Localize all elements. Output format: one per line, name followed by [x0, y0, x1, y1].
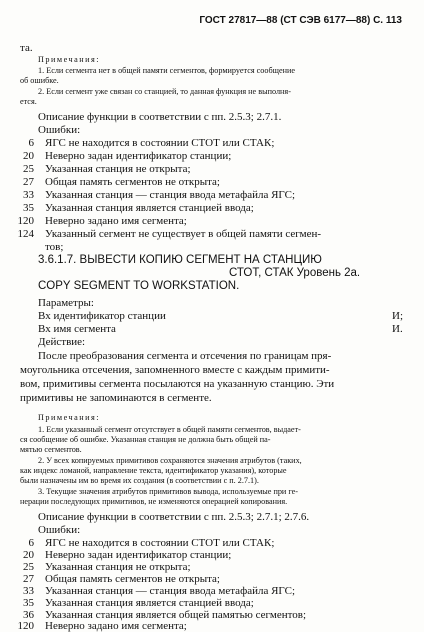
- notes1-line: 2. Если сегмент уже связан со станцией, то данная функция не выполня-: [38, 87, 291, 96]
- error-code: 6: [28, 137, 34, 149]
- error-text: Указанная станция — станция ввода метафайла ЯГС;: [45, 585, 296, 597]
- error-text: Указанная станция — станция ввода метафайла ЯГС;: [45, 189, 296, 201]
- action-text: вом, примитивы сегмента посылаются на указанную станцию. Эти: [20, 378, 335, 390]
- error-text: Указанная станция является станцией ввода;: [45, 202, 254, 214]
- notes2-line: 3. Текущие значения атрибутов примитивов вывода, используемые при ге-: [38, 487, 298, 496]
- error-text-continuation: тов;: [45, 241, 64, 253]
- errors-title: Ошибки:: [38, 124, 81, 136]
- page-header: ГОСТ 27817—88 (СТ СЭВ 6177—88) С. 113: [199, 15, 402, 26]
- error-code: 25: [23, 163, 34, 175]
- notes2-line: как индекс ломаной, направление текста, идентификатор указания), которые: [20, 466, 287, 475]
- error-code: 33: [23, 585, 34, 597]
- params-title: Параметры:: [38, 297, 94, 309]
- notes2-line: нерации последующих примитивов, не изменяются операцией копирования.: [20, 497, 288, 506]
- section-title-cont: СТОТ, СТАК Уровень 2а.: [229, 267, 361, 279]
- error-text: Неверно задан идентификатор станции;: [45, 150, 232, 162]
- error-code: 27: [23, 573, 34, 585]
- notes1-title: Примечания:: [38, 55, 101, 64]
- notes1-line: ется.: [20, 97, 37, 106]
- error-text: ЯГС не находится в состоянии СТОТ или СТАК;: [45, 537, 275, 549]
- error-code: 20: [23, 150, 34, 162]
- action-text: После преобразования сегмента и отсечения по границам пря-: [38, 350, 332, 362]
- error-text: Указанный сегмент не существует в общей памяти сегмен-: [45, 228, 322, 240]
- error-code: 6: [28, 537, 34, 549]
- error-text: Неверно задано имя сегмента;: [45, 620, 187, 632]
- section-english-title: COPY SEGMENT TO WORKSTATION.: [38, 280, 240, 292]
- param-name: Вх идентификатор станции: [38, 310, 166, 322]
- error-code: 35: [23, 597, 34, 609]
- error-code: 120: [17, 215, 34, 227]
- error-code: 120: [17, 620, 34, 632]
- error-text: Указанная станция является общей памятью сегментов;: [45, 609, 306, 621]
- error-text: ЯГС не находится в состоянии СТОТ или СТАК;: [45, 137, 275, 149]
- notes2-line: 2. У всех копируемых примитивов сохраняются значения атрибутов (таких,: [38, 456, 302, 465]
- error-code: 124: [17, 228, 34, 240]
- error-code: 36: [23, 609, 34, 621]
- errors-title: Ошибки:: [38, 524, 81, 536]
- error-text: Общая память сегментов не открыта;: [45, 176, 220, 188]
- notes2-title: Примечания:: [38, 413, 101, 422]
- error-code: 25: [23, 561, 34, 573]
- function-description: Описание функции в соответствии с пп. 2.5.3; 2.7.1; 2.7.6.: [38, 511, 310, 523]
- param-type: И;: [392, 310, 403, 322]
- action-text: примитивы не запоминаются в сегменте.: [20, 392, 212, 404]
- section-title: 3.6.1.7. ВЫВЕСТИ КОПИЮ СЕГМЕНТ НА СТАНЦИЮ: [38, 254, 322, 266]
- error-text: Неверно задан идентификатор станции;: [45, 549, 232, 561]
- error-text: Указанная станция не открыта;: [45, 561, 191, 573]
- action-title: Действие:: [38, 336, 86, 348]
- notes1-line: об ошибке.: [20, 76, 59, 85]
- error-text: Общая память сегментов не открыта;: [45, 573, 220, 585]
- error-code: 20: [23, 549, 34, 561]
- notes2-line: 1. Если указанный сегмент отсутствует в общей памяти сегментов, выдает-: [38, 425, 301, 434]
- param-type: И.: [392, 323, 403, 335]
- notes2-line: ся сообщение об ошибке. Указанная станция не должна быть общей па-: [20, 435, 271, 444]
- param-name: Вх имя сегмента: [38, 323, 116, 335]
- error-text: Указанная станция не открыта;: [45, 163, 191, 175]
- error-text: Указанная станция является станцией ввода;: [45, 597, 254, 609]
- notes2-line: были назначены им во время их создания (в соответствии с п. 2.7.1).: [20, 476, 259, 485]
- error-code: 33: [23, 189, 34, 201]
- error-code: 35: [23, 202, 34, 214]
- notes1-line: 1. Если сегмента нет в общей памяти сегментов, формируется сообщение: [38, 66, 295, 75]
- top-fragment: та.: [20, 42, 33, 54]
- notes2-line: мятью сегментов.: [20, 445, 82, 454]
- error-text: Неверно задано имя сегмента;: [45, 215, 187, 227]
- error-code: 27: [23, 176, 34, 188]
- function-description: Описание функции в соответствии с пп. 2.5.3; 2.7.1.: [38, 111, 282, 123]
- action-text: моугольника отсечения, запомненного вместе с каждым примити-: [20, 364, 330, 376]
